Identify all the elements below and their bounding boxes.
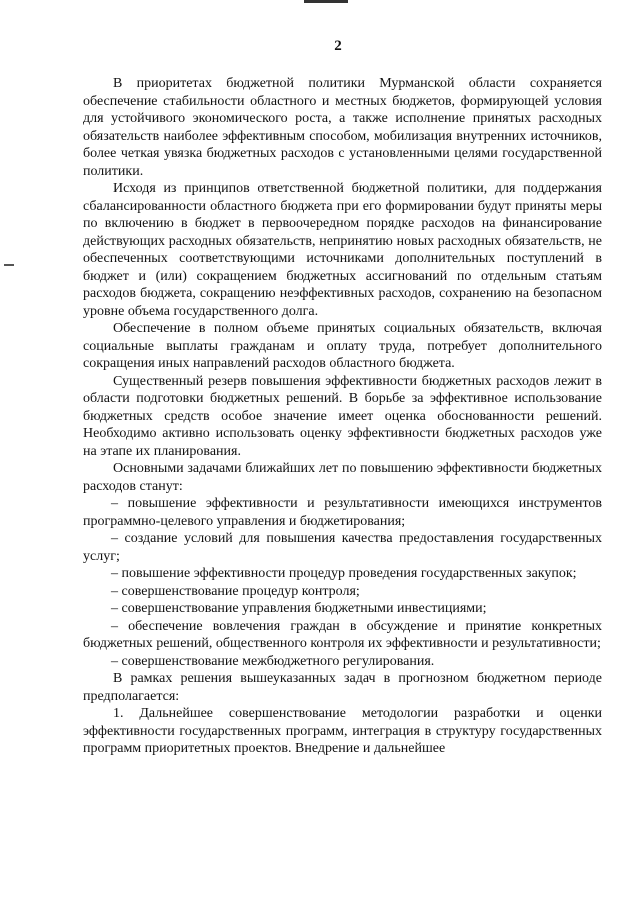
paragraph-efficiency-reserve: Существенный резерв повышения эффективности бюджетных расходов лежит в области подготовки бюджетных решений. В борьбе за эффективное использование бюджетных средств особое значение имеет оценка обоснованности решений. Необходимо активно использовать оценку эффективности бюджетных расходов уже на этапе их планирования.: [83, 373, 602, 459]
list-item-task: – обеспечение вовлечения граждан в обсуждение и принятие конкретных бюджетных решений, общественного контроля их эффективности и результативности;: [83, 618, 602, 651]
page-number: 2: [334, 38, 342, 54]
paragraph-planning-intro: В рамках решения вышеуказанных задач в прогнозном бюджетном периоде предполагается:: [83, 671, 602, 704]
paragraph-numbered-point-1: 1. Дальнейшее совершенствование методологии разработки и оценки эффективности государственных программ, интеграция в структуру государственных программ приоритетных проектов. Внедрение и дальнейшее: [83, 706, 602, 756]
list-item-task: – совершенствование межбюджетного регулирования.: [111, 653, 435, 669]
list-item-task: – совершенствование процедур контроля;: [111, 583, 360, 599]
list-item-task: – совершенствование управления бюджетными инвестициями;: [111, 601, 487, 616]
paragraph-tasks-intro: Основными задачами ближайших лет по повышению эффективности бюджетных расходов станут:: [83, 461, 602, 494]
list-item-task: – повышение эффективности и результативности имеющихся инструментов программно-целевого управления и бюджетирования;: [83, 496, 602, 529]
list-item-task: – создание условий для повышения качества предоставления государственных услуг;: [83, 531, 602, 564]
paragraph-social-obligations: Обеспечение в полном объеме принятых социальных обязательств, включая социальные выплаты гражданам и оплату труда, потребует дополнительного сокращения иных направлений расходов областного бюджета.: [83, 321, 602, 371]
top-edge-mark: [304, 0, 348, 3]
paragraph-budget-principles: Исходя из принципов ответственной бюджетной политики, для поддержания сбалансированности областного бюджета при его формировании будут приняты меры по включению в бюджет в первоочередном порядке расходов на финансирование действующих расходных обязательств, непринятию новых расходных обязательств, не обеспеченных соответствующими источниками дополнительных поступлений в бюджет и (или) сокращением бюджетных ассигнований по отдельным статьям расходов бюджета, сокращению неэффективных расходов, сохранению на безопасном уровне объема государственного долга.: [83, 181, 602, 319]
paragraph-budget-priorities: В приоритетах бюджетной политики Мурманской области сохраняется обеспечение стабильности областного и местных бюджетов, формирующей условия для устойчивого экономического роста, а также исполнение принятых расходных обязательств наиболее эффективным способом, мобилизация внутренних источников, более четкая увязка бюджетных расходов с установленными целями государственной политики.: [83, 76, 602, 179]
list-item-task: – повышение эффективности процедур проведения государственных закупок;: [111, 566, 577, 581]
margin-mark: [4, 264, 14, 266]
document-body: [83, 75, 602, 758]
